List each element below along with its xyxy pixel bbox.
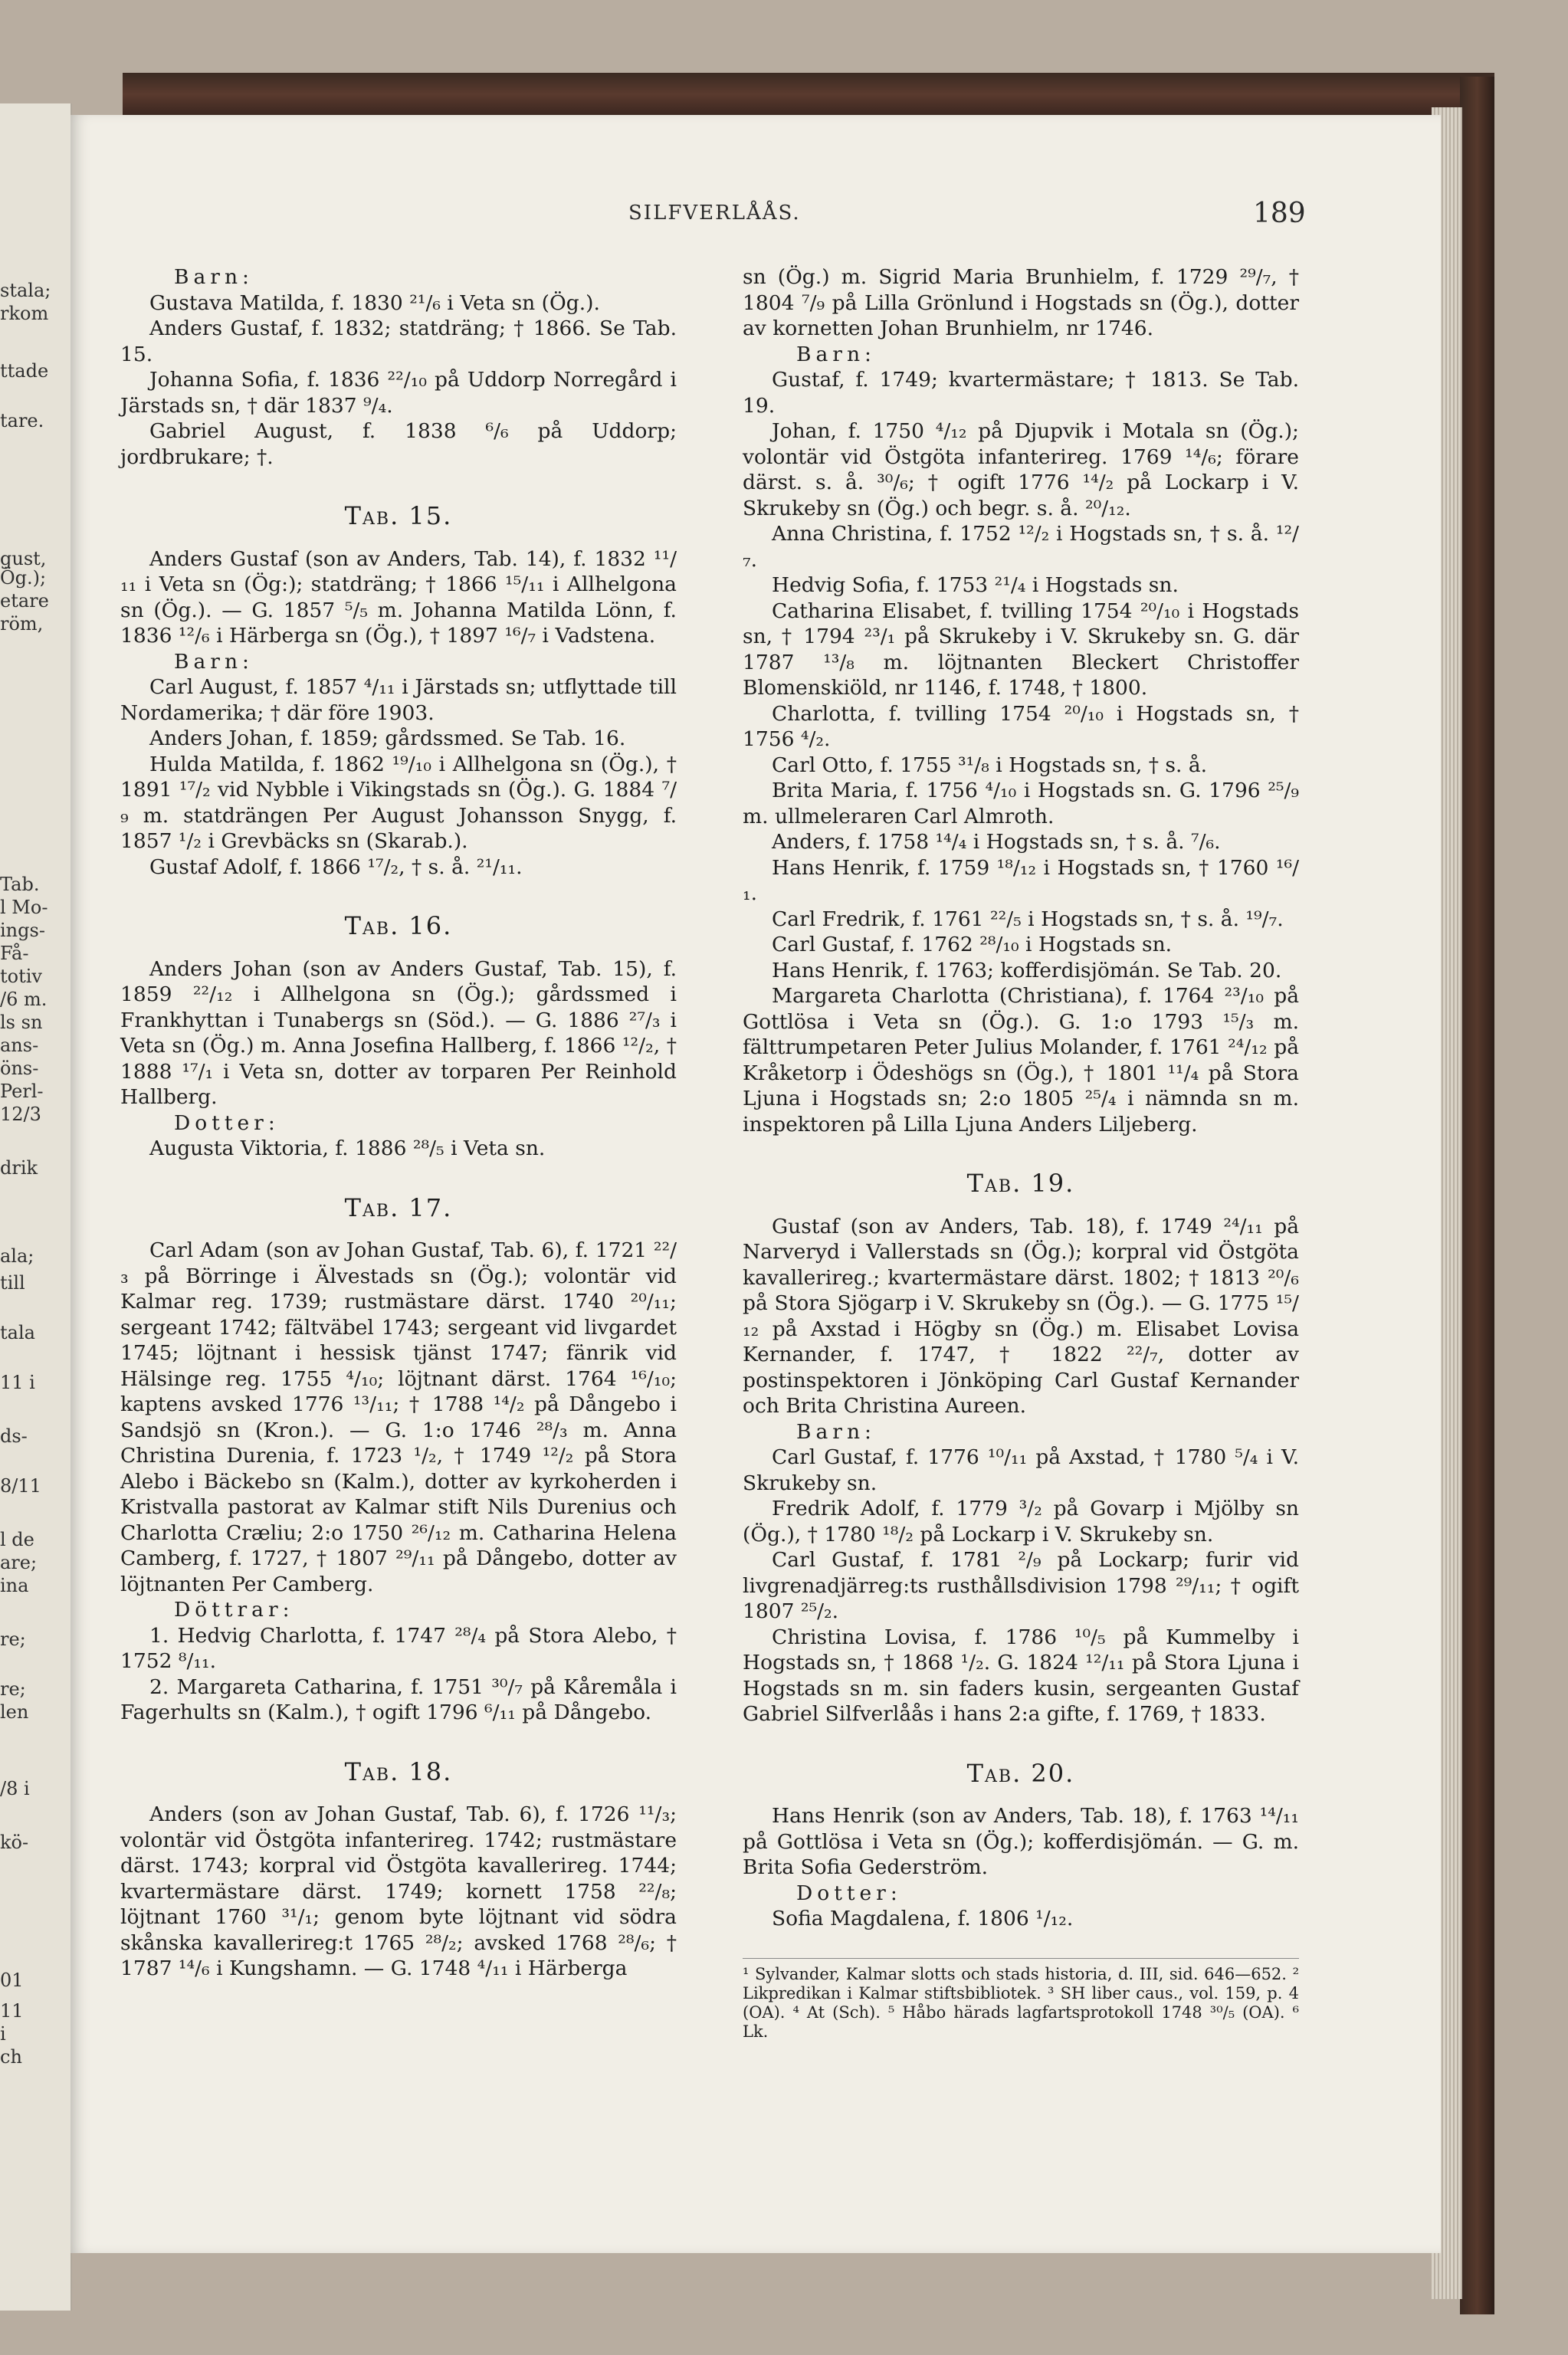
- left-page-text-fragment: 12/3: [0, 1104, 41, 1125]
- left-page-text-fragment: ina: [0, 1575, 29, 1596]
- paragraph: Carl Fredrik, f. 1761 ²²/₅ i Hogstads sn, † s. å. ¹⁹/₇.: [772, 907, 1284, 931]
- book-cover-right: [1460, 77, 1494, 2314]
- paragraph: Carl August, f. 1857 ⁴/₁₁ i Järstads sn; utflyttade till Nordamerika; † där före 1903.: [120, 675, 677, 725]
- footnotes: ¹ Sylvander, Kalmar slotts och stads historia, d. III, sid. 646—652. ² Likpredikan i Kalmar stiftsbibliotek. ³ SH liber caus., vol. 159, p. 4 (OA). ⁴ At (Sch). ⁵ Håbo härads lagfartsprotokoll 1748 ³⁰/₅ (OA). ⁶ Lk.: [743, 1958, 1299, 2042]
- paragraph: Gabriel August, f. 1838 ⁶/₆ på Uddorp; jordbrukare; †.: [120, 419, 677, 469]
- paragraph: Anders, f. 1758 ¹⁴/₄ i Hogstads sn, † s. å. ⁷/₆.: [772, 830, 1221, 854]
- left-page-text-fragment: tala: [0, 1322, 35, 1343]
- paragraph: Brita Maria, f. 1756 ⁴/₁₀ i Hogstads sn. G. 1796 ²⁵/₉ m. ullmeleraren Carl Almroth.: [743, 779, 1299, 828]
- section-heading: Tab. 15.: [344, 501, 453, 530]
- left-page-text-fragment: etare: [0, 590, 49, 612]
- paragraph: Carl Otto, f. 1755 ³¹/₈ i Hogstads sn, † s. å.: [772, 753, 1208, 777]
- left-page-text-fragment: 01: [0, 1970, 24, 1991]
- left-page-text-fragment: 8/11: [0, 1475, 41, 1497]
- section-heading: Tab. 16.: [344, 911, 453, 940]
- left-page-text-fragment: ls sn: [0, 1012, 43, 1033]
- section-heading: Tab. 18.: [344, 1756, 453, 1786]
- paragraph: Gustaf, f. 1749; kvartermästare; † 1813. Se Tab. 19.: [743, 368, 1299, 418]
- paragraph: Gustava Matilda, f. 1830 ²¹/₆ i Veta sn (Ög.).: [149, 290, 600, 315]
- left-page-text-fragment: l de: [0, 1529, 34, 1550]
- paragraph: Sofia Magdalena, f. 1806 ¹/₁₂.: [772, 1907, 1074, 1930]
- paragraph: Hans Henrik (son av Anders, Tab. 18), f. 1763 ¹⁴/₁₁ på Gottlösa i Veta sn (Ög.); kofferdisjömán. — G. m. Brita Sofia Gederström.: [743, 1804, 1299, 1879]
- paragraph: Augusta Viktoria, f. 1886 ²⁸/₅ i Veta sn.: [149, 1137, 546, 1160]
- paragraph: Charlotta, f. tvilling 1754 ²⁰/₁₀ i Hogstads sn, † 1756 ⁴/₂.: [743, 701, 1299, 751]
- left-page-text-fragment: Perl-: [0, 1081, 44, 1102]
- left-page-text-fragment: re;: [0, 1628, 26, 1650]
- paragraph: Carl Gustaf, f. 1776 ¹⁰/₁₁ på Axstad, † 1780 ⁵/₄ i V. Skrukeby sn.: [743, 1445, 1299, 1495]
- paragraph: Anders Johan, f. 1859; gårdssmed. Se Tab. 16.: [149, 727, 626, 750]
- paragraph: Anna Christina, f. 1752 ¹²/₂ i Hogstads sn, † s. å. ¹²/₇.: [743, 522, 1299, 572]
- left-page-text-fragment: tare.: [0, 410, 44, 431]
- paragraph: Christina Lovisa, f. 1786 ¹⁰/₅ på Kummelby i Hogstads sn, † 1868 ¹/₂. G. 1824 ¹²/₁₁ på Stora Ljuna i Hogstads sn m. sin faders kusin, sergeanten Gustaf Gabriel Silfverlåås i hans 2:a gifte, f. 1769, † 1833.: [743, 1625, 1299, 1726]
- left-page-text-fragment: gust,: [0, 548, 47, 569]
- paragraph: sn (Ög.) m. Sigrid Maria Brunhielm, f. 1729 ²⁹/₇, † 1804 ⁷/₉ på Lilla Grönlund i Hogstads sn (Ög.), dotter av kornetten Johan Brunhielm, nr 1746.: [743, 265, 1299, 340]
- paragraph: Anders Johan (son av Anders Gustaf, Tab. 15), f. 1859 ²²/₁₂ i Allhelgona sn (Ög.); gårdssmed i Frankhyttan i Tunabergs sn (Söd.). — G. 1886 ²⁷/₃ i Veta sn (Ög.) m. Anna Josefina Hallberg, f. 1866 ¹²/₂, † 1888 ¹⁷/₁ i Veta sn, dotter av torparen Per Reinhold Hallberg.: [120, 956, 677, 1109]
- left-page-text-fragment: 11 i: [0, 1372, 35, 1393]
- left-text-column: [120, 264, 677, 1982]
- paragraph: Anders (son av Johan Gustaf, Tab. 6), f. 1726 ¹¹/₃; volontär vid Östgöta infanterireg. 1742; rustmästare därst. 1743; korpral vid Östgöta kavallerireg. 1744; kvartermästare därst. 1749; kornett 1758 ²²/₈; löjtnant 1760 ³¹/₁; genom byte löjtnant vid södra skånska kavallerireg:t 1765 ²⁸/₂; avsked 1768 ²⁸/₆; † 1787 ¹⁴/₆ i Kungshamn. — G. 1748 ⁴/₁₁ i Härberga: [120, 1802, 677, 1980]
- left-page-text-fragment: till: [0, 1272, 25, 1294]
- paragraph: Fredrik Adolf, f. 1779 ³/₂ på Govarp i Mjölby sn (Ög.), † 1780 ¹⁸/₂ på Lockarp i V. Skrukeby sn.: [743, 1497, 1299, 1546]
- page-number: 189: [1253, 198, 1306, 229]
- left-page-text-fragment: Få-: [0, 943, 29, 964]
- section-heading: Tab. 20.: [966, 1758, 1075, 1788]
- left-page-text-fragment: ings-: [0, 920, 45, 941]
- paragraph: Johan, f. 1750 ⁴/₁₂ på Djupvik i Motala sn (Ög.); volontär vid Östgöta infanterireg. 1769 ¹⁴/₆; förare därst. s. å. ³⁰/₆; † ogift 1776 ¹⁴/₂ på Lockarp i V. Skrukeby sn (Ög.) och begr. s. å. ²⁰/₁₂.: [743, 419, 1299, 520]
- paragraph: Hans Henrik, f. 1759 ¹⁸/₁₂ i Hogstads sn, † 1760 ¹⁶/₁.: [743, 855, 1299, 905]
- left-page-text-fragment: rkom: [0, 303, 49, 324]
- paragraph: Catharina Elisabet, f. tvilling 1754 ²⁰/₁₀ i Hogstads sn, † 1794 ²³/₁ på Skrukeby i V. Skrukeby sn. G. där 1787 ¹³/₈ m. löjtnanten Bleckert Christoffer Blomenskiöld, nr 1146, f. 1748, † 1800.: [743, 599, 1299, 700]
- left-page-text-fragment: are;: [0, 1552, 38, 1573]
- paragraph: Anders Gustaf (son av Anders, Tab. 14), f. 1832 ¹¹/₁₁ i Veta sn (Ög:); statdräng; † 1866 ¹⁵/₁₁ i Allhelgona sn (Ög.). — G. 1857 ⁵/₅ m. Johanna Matilda Lönn, f. 1836 ¹²/₆ i Härberga sn (Ög.), † 1897 ¹⁶/₇ i Vadstena.: [120, 546, 677, 648]
- left-page-fragment: [0, 103, 72, 2311]
- left-page-text-fragment: totiv: [0, 966, 42, 987]
- paragraph: Margareta Charlotta (Christiana), f. 1764 ²³/₁₀ på Gottlösa i Veta sn (Ög.). G. 1:o 1793 ¹⁵/₃ m. fälttrumpetaren Peter Julius Molander, f. 1761 ²⁴/₁₂ på Kråketorp i Ödeshögs sn (Ög.), † 1801 ¹¹/₄ på Stora Ljuna i Hogstads sn; 2:o 1805 ²⁵/₄ i nämnda sn m. inspektoren på Lilla Ljuna Anders Liljeberg.: [743, 984, 1299, 1137]
- left-page-text-fragment: öns-: [0, 1058, 39, 1079]
- paragraph: Carl Gustaf, f. 1762 ²⁸/₁₀ i Hogstads sn.: [772, 933, 1173, 956]
- left-page-text-fragment: /6 m.: [0, 989, 48, 1010]
- section-heading: Tab. 17.: [344, 1192, 453, 1222]
- left-page-text-fragment: /8 i: [0, 1778, 30, 1799]
- left-page-text-fragment: kö-: [0, 1832, 29, 1853]
- left-page-text-fragment: Ög.);: [0, 567, 47, 589]
- right-text-column: [743, 264, 1299, 2042]
- paragraph: Gustaf Adolf, f. 1866 ¹⁷/₂, † s. å. ²¹/₁₁.: [149, 854, 523, 879]
- left-page-text-fragment: ans-: [0, 1035, 39, 1056]
- left-page-text-fragment: ds-: [0, 1425, 28, 1447]
- left-page-text-fragment: ch: [0, 2046, 22, 2068]
- left-page-text-fragment: drik: [0, 1157, 38, 1179]
- left-page-text-fragment: stala;: [0, 280, 51, 301]
- paragraph: 1. Hedvig Charlotta, f. 1747 ²⁸/₄ på Stora Alebo, † 1752 ⁸/₁₁.: [120, 1623, 677, 1673]
- left-page-text-fragment: re;: [0, 1678, 26, 1700]
- subsection-label: Barn:: [174, 265, 254, 289]
- left-page-text-fragment: röm,: [0, 613, 44, 635]
- left-page-text-fragment: len: [0, 1701, 29, 1723]
- subsection-label: Dotter:: [796, 1881, 902, 1905]
- left-page-text-fragment: ttade: [0, 360, 49, 382]
- left-page-text-fragment: ala;: [0, 1245, 34, 1267]
- paragraph: Carl Adam (son av Johan Gustaf, Tab. 6), f. 1721 ²²/₃ på Börringe i Älvestads sn (Ög.); volontär vid Kalmar reg. 1739; rustmästare därst. 1740 ²⁰/₁₁; sergeant 1742; fältväbel 1743; sergeant vid livgardet 1745; löjtnant i hessisk tjänst 1747; fänrik vid Hälsinge reg. 1755 ⁴/₁₀; löjtnant därst. 1764 ¹⁶/₁₀; kaptens avsked 1776 ¹³/₁₁; † 1788 ¹⁴/₂ på Dångebo i Sandsjö sn (Kron.). — G. 1:o 1746 ²⁸/₃ m. Anna Christina Durenia, f. 1723 ¹/₂, † 1749 ¹²/₂ på Stora Alebo i Bäckebo sn (Kalm.), dotter av kyrkoherden i Kristvalla pastorat av Kalmar stift Nils Durenius och Charlotta Cræliu; 2:o 1750 ²⁶/₁₂ m. Catharina Helena Camberg, f. 1727, † 1807 ²⁹/₁₁ på Dångebo, dotter av löjtnanten Per Camberg.: [120, 1238, 677, 1596]
- paragraph: Hans Henrik, f. 1763; kofferdisjömán. Se Tab. 20.: [772, 958, 1282, 982]
- left-page-text-fragment: 11: [0, 2000, 24, 2022]
- subsection-label: Döttrar:: [174, 1598, 294, 1622]
- subsection-label: Barn:: [796, 1419, 876, 1444]
- paragraph: Hulda Matilda, f. 1862 ¹⁹/₁₀ i Allhelgona sn (Ög.), † 1891 ¹⁷/₂ vid Nybble i Vikingstads sn (Ög.). G. 1884 ⁷/₉ m. statdrängen Per August Johansson Snygg, f. 1857 ¹/₂ i Grevbäcks sn (Skarab.).: [120, 752, 677, 853]
- subsection-label: Barn:: [796, 342, 876, 366]
- left-page-text-fragment: l Mo-: [0, 897, 48, 918]
- paragraph: 2. Margareta Catharina, f. 1751 ³⁰/₇ på Kåremåla i Fagerhults sn (Kalm.), † ogift 1796 ⁶/₁₁ på Dångebo.: [120, 1674, 677, 1724]
- paragraph: Gustaf (son av Anders, Tab. 18), f. 1749 ²⁴/₁₁ på Narveryd i Vallerstads sn (Ög.); korpral vid Östgöta kavallerireg.; kvartermästare därst. 1802; † 1813 ²⁰/₆ på Stora Sjögarp i V. Skrukeby sn (Ög.). — G. 1775 ¹⁵/₁₂ på Axstad i Högby sn (Ög.) m. Elisabet Lovisa Kernander, f. 1747, † 1822 ²²/₇, dotter av postinspektoren i Jönköping Carl Gustaf Kernander och Brita Christina Aureen.: [743, 1214, 1299, 1418]
- subsection-label: Dotter:: [174, 1110, 280, 1135]
- subsection-label: Barn:: [174, 649, 254, 674]
- paragraph: Johanna Sofia, f. 1836 ²²/₁₀ på Uddorp Norregård i Järstads sn, † där 1837 ⁹/₄.: [120, 368, 677, 418]
- paragraph: Hedvig Sofia, f. 1753 ²¹/₄ i Hogstads sn.: [772, 573, 1179, 597]
- paragraph: Carl Gustaf, f. 1781 ²/₉ på Lockarp; furir vid livgrenadjärreg:ts rusthållsdivision 1798 ²⁹/₁₁; † ogift 1807 ²⁵/₂.: [743, 1548, 1299, 1623]
- left-page-text-fragment: Tab.: [0, 874, 40, 895]
- running-title: SILFVERLÅÅS.: [628, 202, 801, 225]
- left-page-text-fragment: i: [0, 2023, 6, 2045]
- paragraph: Anders Gustaf, f. 1832; statdräng; † 1866. Se Tab. 15.: [120, 317, 677, 366]
- section-heading: Tab. 19.: [966, 1169, 1075, 1198]
